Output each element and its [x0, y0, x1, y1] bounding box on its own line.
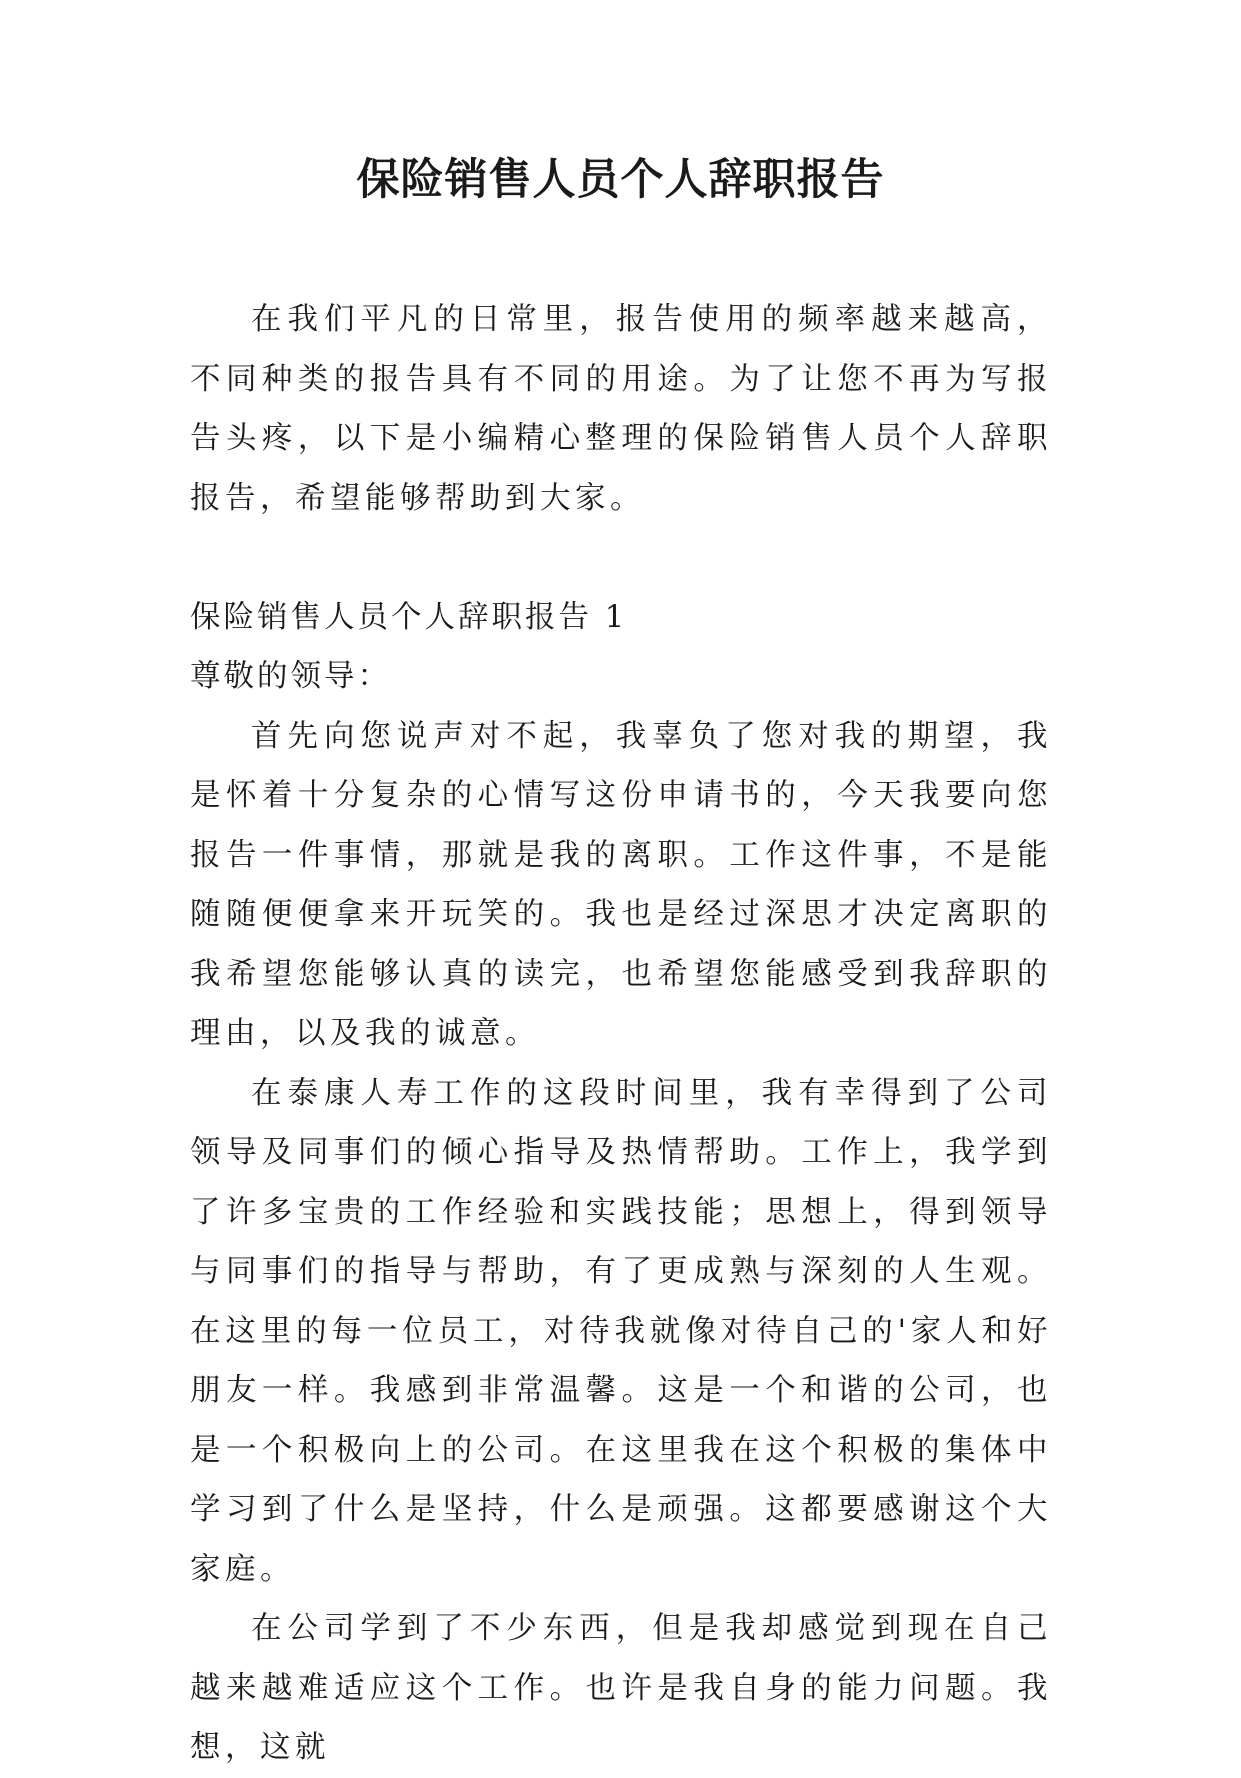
- salutation: 尊敬的领导：: [190, 659, 391, 694]
- intro-paragraph: 在我们平凡的日常里，报告使用的频率越来越高，不同种类的报告具有不同的用途。为了让您不再为写报告头疼，以下是小编精心整理的保险销售人员个人辞职报告，希望能够帮助到大家。: [190, 302, 1052, 516]
- document-body: [190, 290, 1052, 1778]
- document-title: 保险销售人员个人辞职报告: [356, 155, 885, 205]
- body-paragraph-2: 在泰康人寿工作的这段时间里，我有幸得到了公司领导及同事们的倾心指导及热情帮助。工作上，我学到了许多宝贵的工作经验和实践技能；思想上，得到领导与同事们的指导与帮助，有了更成熟与深刻的人生观。在这里的每一位员工，对待我就像对待自己的'家人和好朋友一样。我感到非常温馨。这是一个和谐的公司，也是一个积极向上的公司。在这里我在这个积极的集体中学习到了什么是坚持，什么是顽强。这都要感谢这个大家庭。: [190, 1075, 1052, 1587]
- section-heading: 保险销售人员个人辞职报告 1: [190, 599, 628, 635]
- paragraph-spacer: [190, 528, 1052, 588]
- body-paragraph-3: 在公司学到了不少东西，但是我却感觉到现在自己越来越难适应这个工作。也许是我自身的能力问题。我想，这就: [190, 1611, 1052, 1765]
- body-paragraph-1: 首先向您说声对不起，我辜负了您对我的期望，我是怀着十分复杂的心情写这份申请书的，今天我要向您报告一件事情，那就是我的离职。工作这件事，不是能随随便便拿来开玩笑的。我也是经过深思才决定离职的我希望您能够认真的读完，也希望您能感受到我辞职的理由，以及我的诚意。: [190, 718, 1052, 1051]
